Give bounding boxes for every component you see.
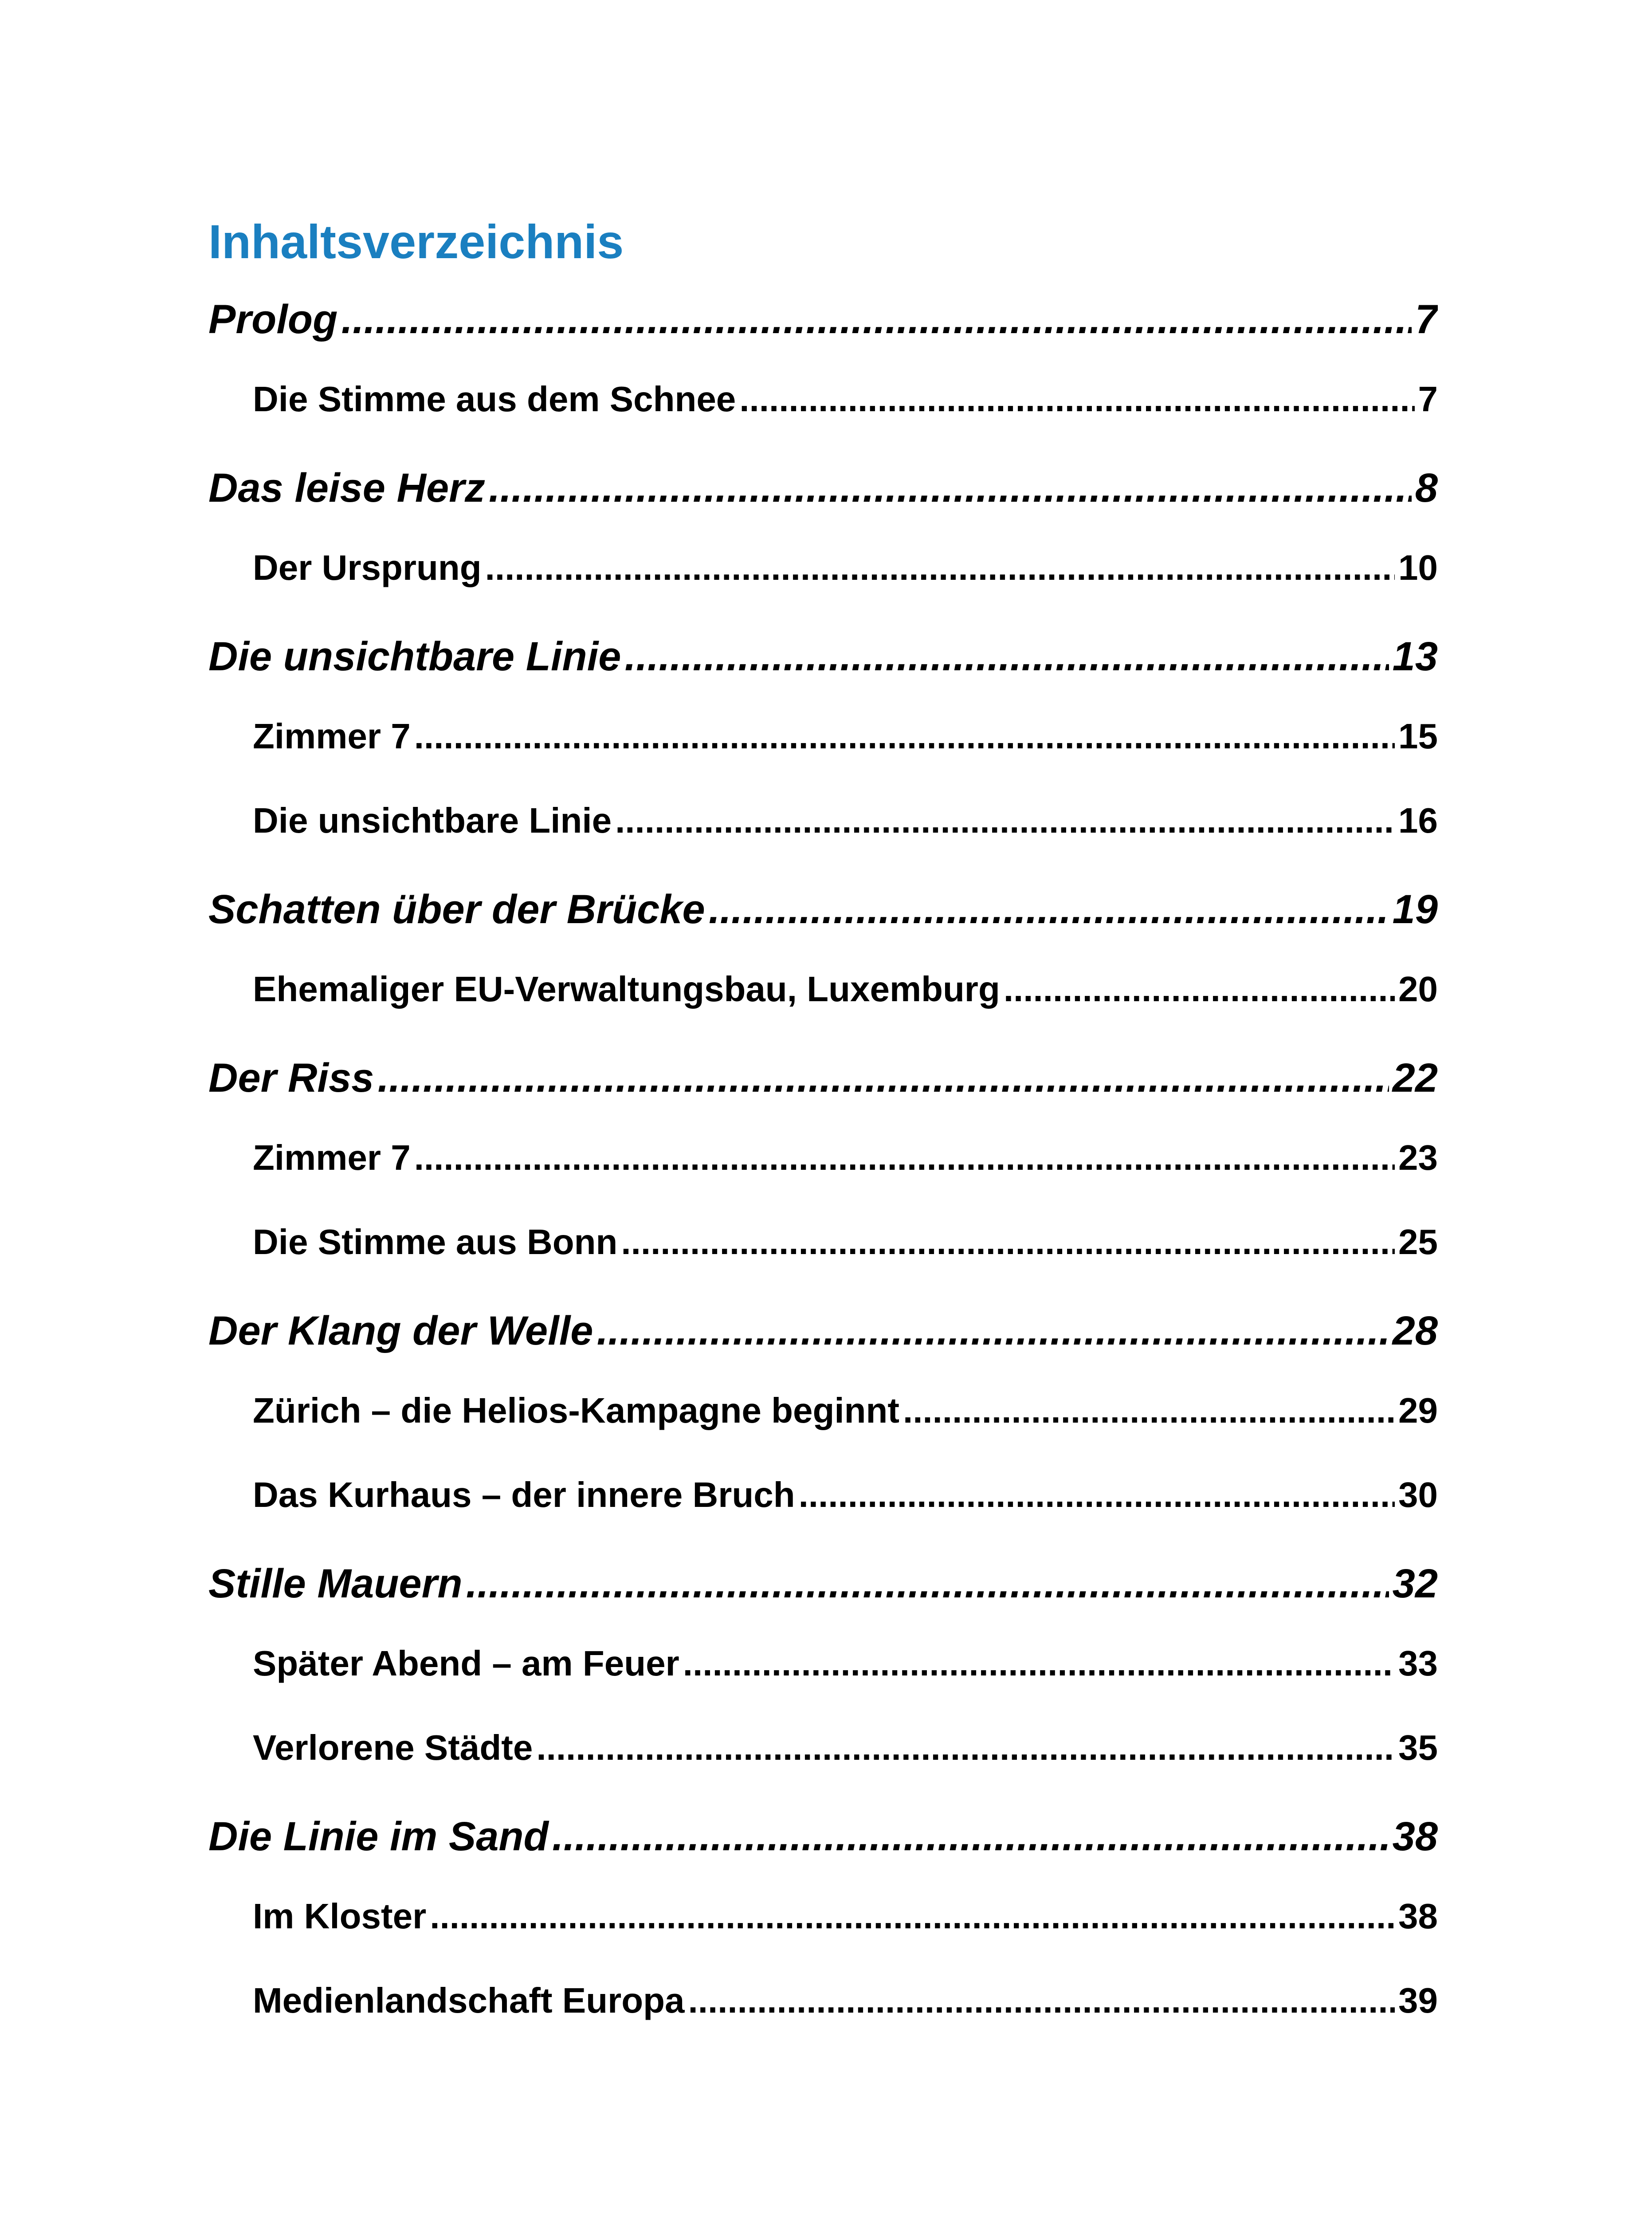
toc-entry-page-number: 29 xyxy=(1398,1391,1438,1430)
toc-entry-title: Die Stimme aus Bonn xyxy=(253,1222,618,1262)
toc-entry-page-number: 19 xyxy=(1392,887,1438,932)
toc-dot-leader xyxy=(624,625,1389,688)
toc-entry-page-number: 20 xyxy=(1398,969,1438,1009)
toc-chapter-entry[interactable] xyxy=(208,1300,1438,1384)
toc-entry-page-number: 7 xyxy=(1415,297,1438,342)
toc-entry-title: Die unsichtbare Linie xyxy=(208,634,621,679)
toc-section-entry[interactable] xyxy=(208,794,1438,878)
toc-entry-page-number: 16 xyxy=(1398,801,1438,840)
toc-entry-title: Später Abend – am Feuer xyxy=(253,1644,679,1683)
toc-entry-page-number: 38 xyxy=(1392,1814,1438,1859)
toc-entry-page-number: 35 xyxy=(1398,1728,1438,1767)
toc-entry-page-number: 13 xyxy=(1392,634,1438,679)
toc-entry-title: Medienlandschaft Europa xyxy=(253,1981,685,2020)
toc-section-entry[interactable] xyxy=(208,1215,1438,1300)
toc-section-entry[interactable] xyxy=(208,373,1438,457)
toc-dot-leader xyxy=(615,794,1395,847)
toc-list xyxy=(208,288,1438,2058)
toc-chapter-entry[interactable] xyxy=(208,457,1438,541)
toc-section-entry[interactable] xyxy=(208,1637,1438,1721)
toc-entry-page-number: 32 xyxy=(1392,1561,1438,1606)
toc-entry-title: Ehemaliger EU-Verwaltungsbau, Luxemburg xyxy=(253,969,1000,1009)
toc-entry-page-number: 22 xyxy=(1392,1055,1438,1101)
toc-entry-page-number: 25 xyxy=(1398,1222,1438,1262)
toc-chapter-entry[interactable] xyxy=(208,288,1438,373)
toc-dot-leader xyxy=(596,1300,1389,1362)
toc-chapter-entry[interactable] xyxy=(208,625,1438,710)
toc-entry-title: Zimmer 7 xyxy=(253,716,411,756)
toc-entry-title: Die Stimme aus dem Schnee xyxy=(253,379,736,419)
toc-entry-page-number: 33 xyxy=(1398,1644,1438,1683)
toc-section-entry[interactable] xyxy=(208,1131,1438,1215)
toc-dot-leader xyxy=(536,1721,1395,1774)
toc-entry-title: Die unsichtbare Linie xyxy=(253,801,612,840)
toc-entry-title: Der Klang der Welle xyxy=(208,1308,593,1353)
toc-entry-page-number: 38 xyxy=(1398,1896,1438,1936)
toc-entry-title: Die Linie im Sand xyxy=(208,1814,549,1859)
toc-entry-title: Das Kurhaus – der innere Bruch xyxy=(253,1475,795,1514)
toc-section-entry[interactable] xyxy=(208,1468,1438,1553)
toc-dot-leader xyxy=(688,1974,1395,2027)
toc-entry-title: Im Kloster xyxy=(253,1896,427,1936)
toc-dot-leader xyxy=(430,1890,1395,1943)
toc-dot-leader xyxy=(552,1805,1389,1868)
toc-entry-page-number: 10 xyxy=(1398,548,1438,587)
toc-entry-title: Verlorene Städte xyxy=(253,1728,533,1767)
toc-entry-title: Prolog xyxy=(208,297,338,342)
toc-dot-leader xyxy=(903,1384,1395,1437)
toc-dot-leader xyxy=(377,1047,1389,1109)
toc-entry-title: Der Ursprung xyxy=(253,548,482,587)
toc-chapter-entry[interactable] xyxy=(208,1047,1438,1131)
toc-section-entry[interactable] xyxy=(208,541,1438,625)
toc-dot-leader xyxy=(683,1637,1395,1690)
toc-section-entry[interactable] xyxy=(208,1384,1438,1468)
table-of-contents xyxy=(208,208,1438,2058)
toc-dot-leader xyxy=(799,1468,1395,1522)
toc-entry-page-number: 39 xyxy=(1398,1981,1438,2020)
toc-entry-title: Zürich – die Helios-Kampagne beginnt xyxy=(253,1391,899,1430)
toc-heading: Inhaltsverzeichnis xyxy=(208,215,624,268)
toc-entry-title: Stille Mauern xyxy=(208,1561,463,1606)
toc-entry-page-number: 30 xyxy=(1398,1475,1438,1514)
toc-entry-title: Schatten über der Brücke xyxy=(208,887,705,932)
toc-section-entry[interactable] xyxy=(208,1890,1438,1974)
toc-chapter-entry[interactable] xyxy=(208,1805,1438,1890)
toc-chapter-entry[interactable] xyxy=(208,1553,1438,1637)
toc-dot-leader xyxy=(485,541,1395,594)
toc-dot-leader xyxy=(466,1553,1389,1615)
toc-section-entry[interactable] xyxy=(208,963,1438,1047)
toc-dot-leader xyxy=(621,1215,1395,1269)
toc-entry-title: Zimmer 7 xyxy=(253,1138,411,1177)
toc-entry-page-number: 8 xyxy=(1415,465,1438,511)
toc-entry-title: Das leise Herz xyxy=(208,465,485,511)
toc-entry-title: Der Riss xyxy=(208,1055,374,1101)
toc-section-entry[interactable] xyxy=(208,1721,1438,1805)
toc-entry-page-number: 28 xyxy=(1392,1308,1438,1353)
toc-entry-page-number: 7 xyxy=(1418,379,1438,419)
toc-dot-leader xyxy=(709,878,1389,940)
toc-section-entry[interactable] xyxy=(208,710,1438,794)
toc-chapter-entry[interactable] xyxy=(208,878,1438,963)
toc-entry-page-number: 23 xyxy=(1398,1138,1438,1177)
toc-dot-leader xyxy=(341,288,1412,350)
toc-dot-leader xyxy=(414,1131,1395,1184)
toc-dot-leader xyxy=(1004,963,1395,1016)
toc-dot-leader xyxy=(414,710,1395,763)
toc-section-entry[interactable] xyxy=(208,1974,1438,2058)
toc-entry-page-number: 15 xyxy=(1398,716,1438,756)
toc-dot-leader xyxy=(739,373,1414,426)
toc-dot-leader xyxy=(489,457,1412,519)
